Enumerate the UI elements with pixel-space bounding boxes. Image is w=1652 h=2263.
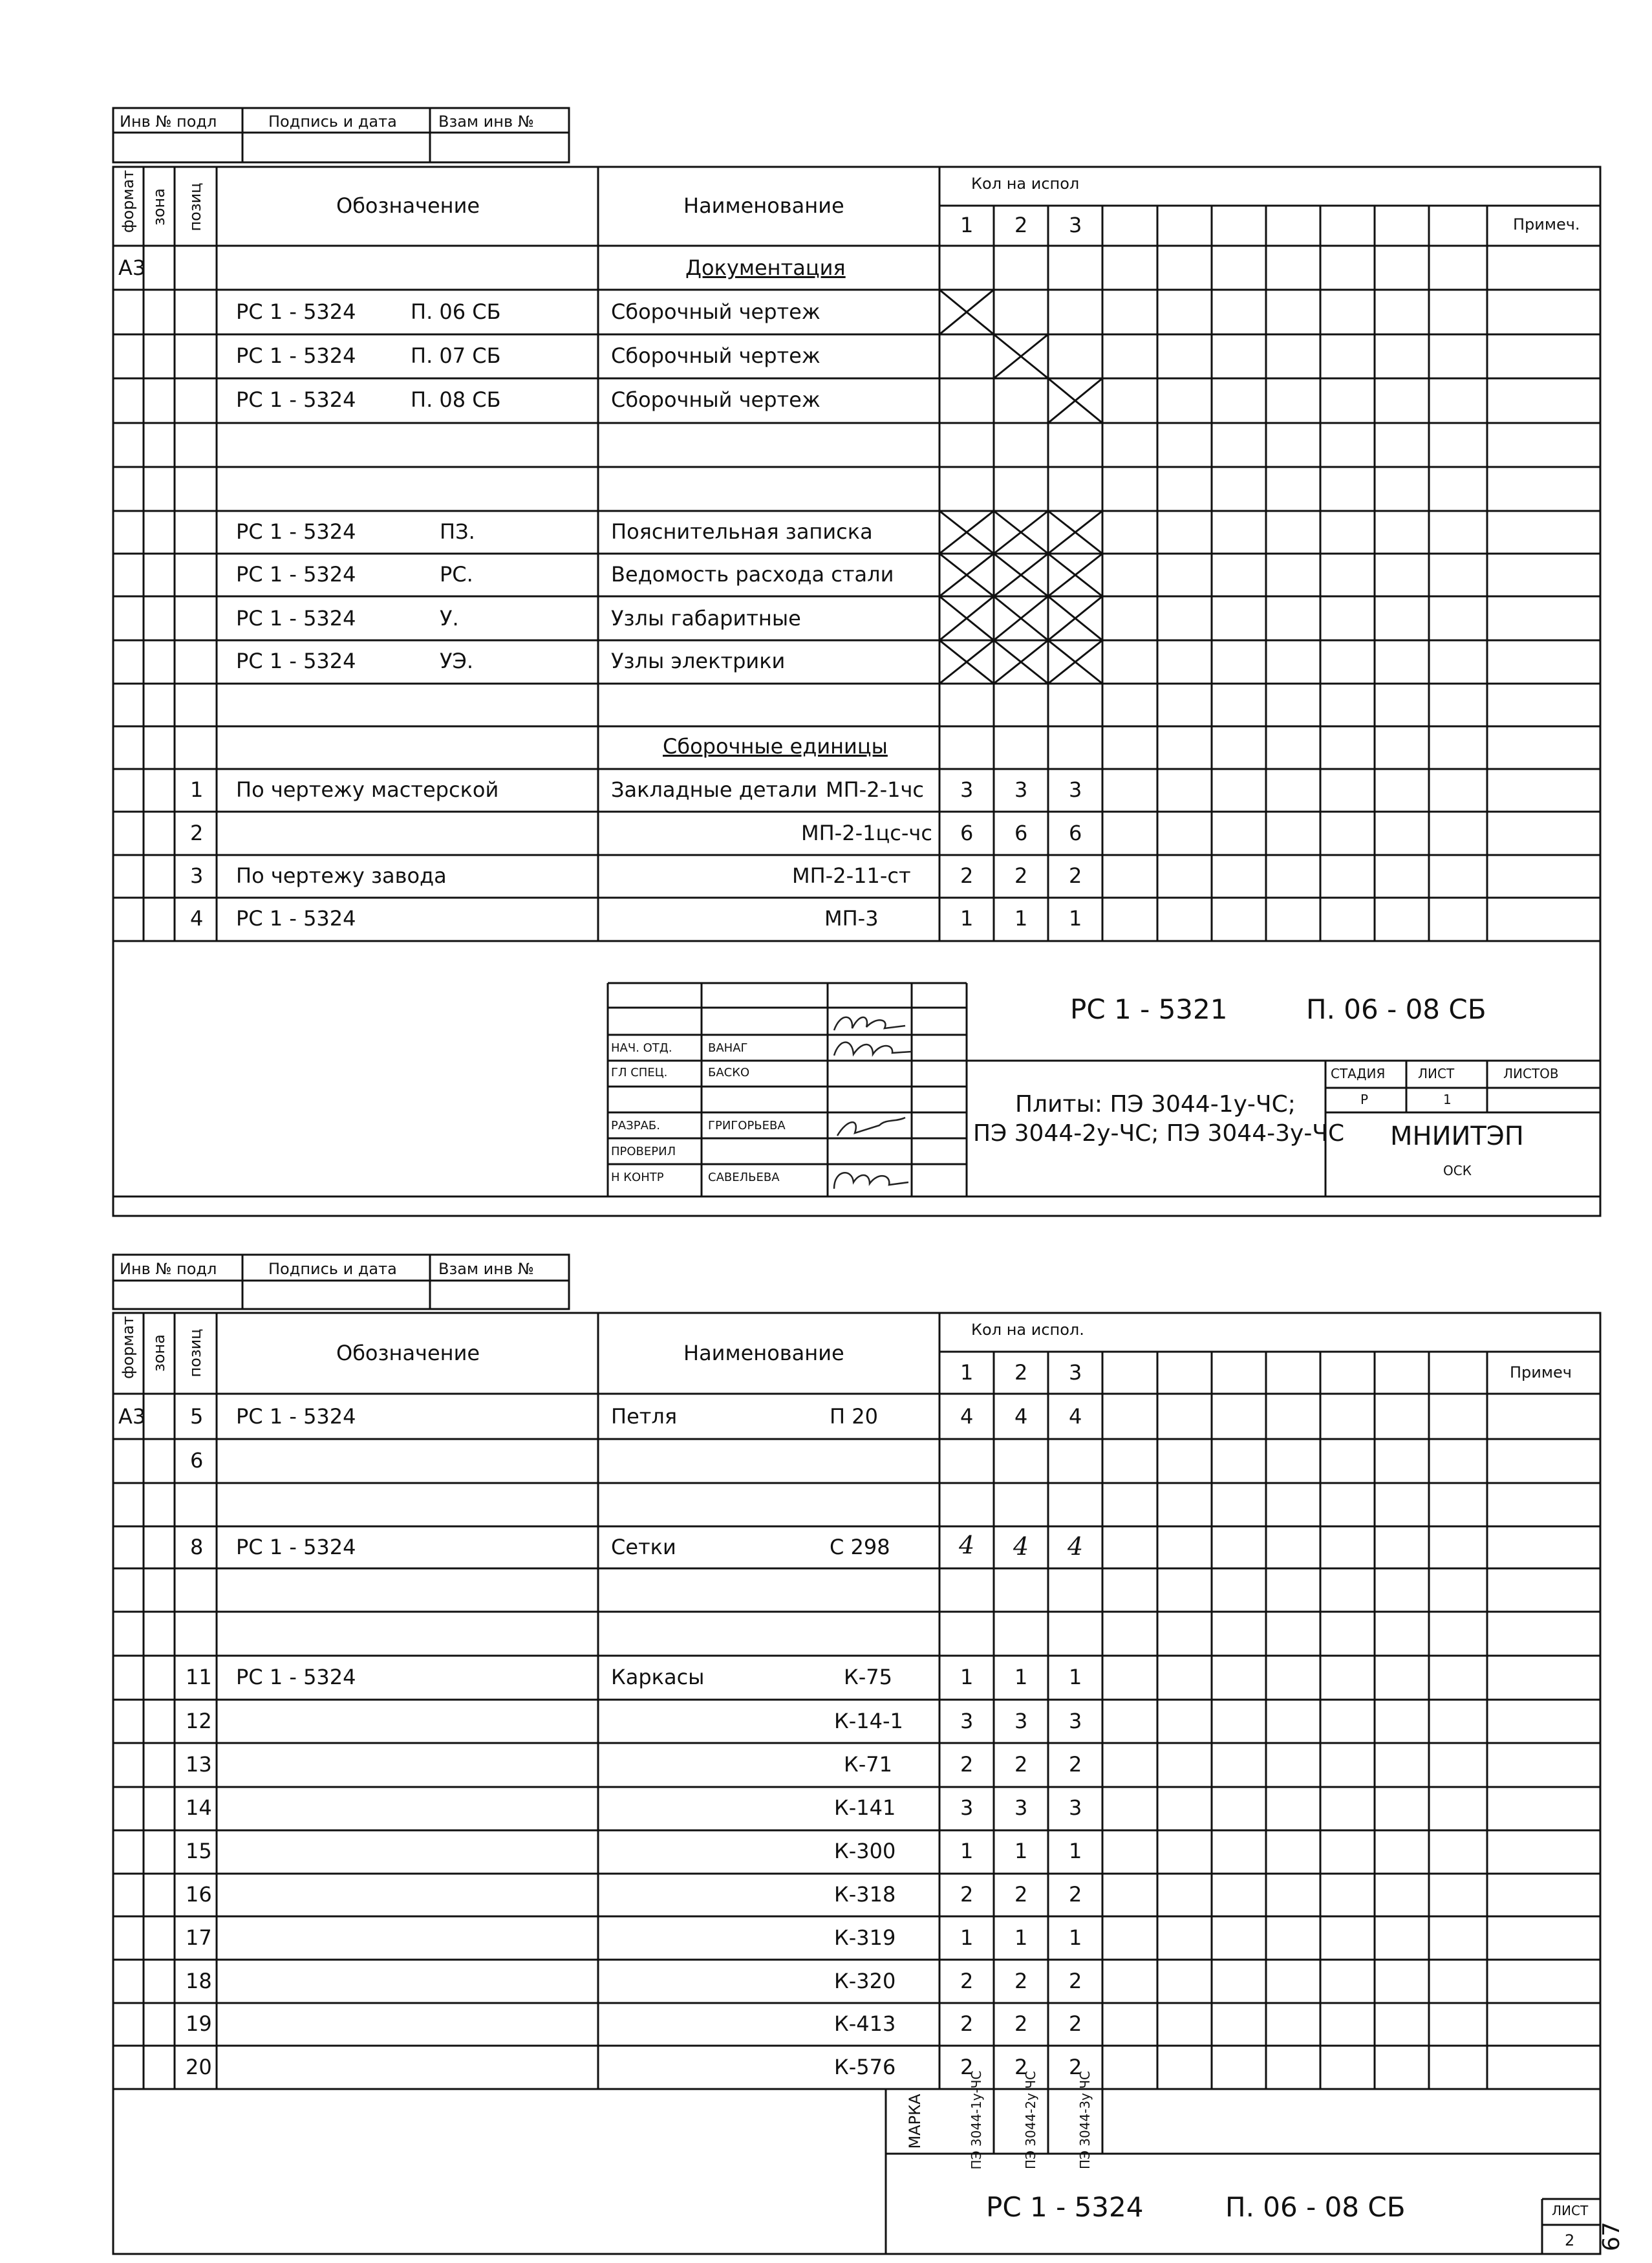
header-pozic: позиц [186,1328,204,1378]
row-code: По чертежу завода [236,863,447,888]
qty-3: 1 [1069,1665,1082,1689]
inv-podl-label: Инв № подл [120,113,217,131]
marka-label: МАРКА [906,2094,924,2149]
qty-2: 2 [1014,2011,1028,2036]
role-name: САВЕЛЬЕВА [708,1171,780,1184]
header-zona: зона [150,1334,168,1372]
org-name: МНИИТЭП [1390,1121,1524,1151]
row-name: Ведомость расхода стали [611,562,894,587]
role-label: ПРОВЕРИЛ [611,1145,676,1158]
qty-2: 6 [1014,821,1028,845]
row-name: Каркасы [611,1665,705,1689]
footer-list-number: 2 [1565,2231,1575,2249]
signatures [834,1017,912,1189]
qty-3: 3 [1069,1709,1082,1733]
qty-2: 3 [1014,1795,1028,1820]
row-pos: 19 [186,2011,212,2036]
row-suffix: У. [440,606,459,631]
header-format: формат [119,1316,137,1379]
row-mark: МП-3 [824,906,879,931]
inv-podl-label: Инв № подл [120,1260,217,1278]
qty-1: 2 [960,1882,974,1907]
qty-1: 1 [960,906,974,931]
qty-3: 3 [1069,1795,1082,1820]
listov-label: ЛИСТОВ [1503,1066,1559,1081]
qty-2: 1 [1014,906,1028,931]
row-name: Узлы электрики [611,649,786,673]
list-label: ЛИСТ [1418,1066,1455,1081]
row-mark: К-576 [834,2055,896,2079]
qty-2: 4 [1014,1404,1028,1429]
role-label: РАЗРАБ. [611,1119,660,1132]
row-suffix: УЭ. [440,649,474,673]
row-mark: К-319 [834,1925,896,1950]
role-label: ГЛ СПЕЦ. [611,1066,668,1079]
qty-2: 3 [1014,777,1028,802]
header-zona: зона [150,188,168,226]
vzam-inv-label: Взам инв № [438,1260,534,1278]
row-format: А3 [118,255,146,280]
header-format: формат [119,169,137,233]
qty-1: 3 [960,1709,974,1733]
vzam-inv-label: Взам инв № [438,113,534,131]
role-name: ВАНАГ [708,1041,748,1055]
header-col-3: 3 [1069,1360,1082,1385]
qty-1: 2 [960,1969,974,1993]
qty-3: 2 [1069,2055,1082,2079]
section-title-documentation: Документация [685,255,846,280]
qty-1: 2 [960,2055,974,2079]
role-label: НАЧ. ОТД. [611,1041,672,1055]
qty-1: 2 [960,863,974,888]
row-name: Сетки [611,1535,676,1559]
qty-1: 6 [960,821,974,845]
org-dept: ОСК [1443,1163,1472,1178]
row-name: Узлы габаритные [611,606,801,631]
row-mark: К-320 [834,1969,896,1993]
row-pos: 1 [190,777,204,802]
section-title-assembly-units: Сборочные единицы [663,734,888,759]
podpis-data-label: Подпись и дата [268,113,397,131]
stadia-value: Р [1360,1092,1369,1107]
row-name: Пояснительная записка [611,519,873,544]
row-pos: 14 [186,1795,212,1820]
row-mark: К-300 [834,1839,896,1863]
row-pos: 5 [190,1404,204,1429]
qty-2: 2 [1014,1969,1028,1993]
qty-2: 1 [1014,1925,1028,1950]
title-line-1: Плиты: ПЭ 3044-1у-ЧС; [1015,1091,1296,1118]
role-name: БАСКО [708,1066,750,1079]
marka-value-2: ПЭ 3044-2у ЧС [1023,2070,1038,2170]
qty-3: 1 [1069,906,1082,931]
row-pos: 8 [190,1535,204,1559]
qty-2: 2 [1014,2055,1028,2079]
row-pos: 20 [186,2055,212,2079]
qty-1: 1 [960,1839,974,1863]
title-doc-code: РС 1 - 5321 [1070,993,1228,1025]
row-name: Сборочный чертеж [611,343,821,368]
row-mark: МП-2-11-ст [792,863,911,888]
footer-list-label: ЛИСТ [1552,2203,1589,2218]
qty-1: 2 [960,1752,974,1777]
row-suffix: П. 06 СБ [411,299,501,324]
row-code: РС 1 - 5324 [236,387,356,412]
row-suffix: П. 07 СБ [411,343,501,368]
podpis-data-label: Подпись и дата [268,1260,397,1278]
row-code: РС 1 - 5324 [236,299,356,324]
header-col-3: 3 [1069,213,1082,237]
row-mark: К-75 [844,1665,892,1689]
qty-2: 2 [1014,863,1028,888]
qty-3: 3 [1069,777,1082,802]
title-doc-suffix: П. 06 - 08 СБ [1306,993,1486,1025]
qty-2: 1 [1014,1665,1028,1689]
qty-1: 2 [960,2011,974,2036]
row-suffix: РС. [440,562,473,587]
qty-3: 6 [1069,821,1082,845]
row-pos: 12 [186,1709,212,1733]
header-kol-na-ispol: Кол на испол. [971,1321,1084,1339]
row-mark: К-14-1 [834,1709,903,1733]
row-mark: МП-2-1чс [826,777,924,802]
header-col-2: 2 [1014,213,1028,237]
marka-value-1: ПЭ 3044-1у-ЧС [969,2070,984,2170]
row-name: Сборочный чертеж [611,299,821,324]
row-format: А3 [118,1404,146,1429]
qty-2: 3 [1014,1709,1028,1733]
row-code: РС 1 - 5324 [236,1404,356,1429]
qty-1: 4 [959,1531,975,1559]
qty-2: 2 [1014,1882,1028,1907]
row-name: Закладные детали [611,777,817,802]
row-pos: 2 [190,821,204,845]
row-code: РС 1 - 5324 [236,343,356,368]
row-pos: 4 [190,906,204,931]
header-pozic: позиц [186,182,204,232]
qty-1: 3 [960,777,974,802]
qty-2: 4 [1013,1532,1029,1561]
row-suffix: ПЗ. [440,519,475,544]
row-code: По чертежу мастерской [236,777,499,802]
header-primech: Примеч [1510,1363,1572,1381]
qty-3: 1 [1069,1925,1082,1950]
row-code: РС 1 - 5324 [236,606,356,631]
qty-3: 1 [1069,1839,1082,1863]
row-mark: К-71 [844,1752,892,1777]
row-code: РС 1 - 5324 [236,1535,356,1559]
header-col-1: 1 [960,1360,974,1385]
qty-3: 2 [1069,2011,1082,2036]
row-mark: С 298 [830,1535,890,1559]
margin-note: 67 [1598,2222,1625,2251]
row-pos: 18 [186,1969,212,1993]
header-oboznachenie: Обозначение [336,1341,480,1365]
row-code: РС 1 - 5324 [236,562,356,587]
title-line-2: ПЭ 3044-2у-ЧС; ПЭ 3044-3у-ЧС [973,1120,1345,1147]
header-primech: Примеч. [1513,215,1580,233]
row-mark: МП-2-1цс-чс [801,821,932,845]
row-mark: К-318 [834,1882,896,1907]
stadia-label: СТАДИЯ [1331,1066,1386,1081]
qty-2: 2 [1014,1752,1028,1777]
footer-doc-code: РС 1 - 5324 [986,2191,1144,2223]
qty-3: 2 [1069,1969,1082,1993]
qty-3: 2 [1069,863,1082,888]
qty-2: 1 [1014,1839,1028,1863]
list-value: 1 [1443,1092,1452,1107]
row-pos: 6 [190,1448,204,1473]
qty-1: 3 [960,1795,974,1820]
row-code: РС 1 - 5324 [236,649,356,673]
qty-1: 1 [960,1665,974,1689]
row-pos: 15 [186,1839,212,1863]
qty-3: 2 [1069,1882,1082,1907]
header-naimenovanie: Наименование [683,193,844,218]
qty-3: 4 [1069,1404,1082,1429]
qty-3: 2 [1069,1752,1082,1777]
qty-1: 4 [960,1404,974,1429]
row-mark: К-413 [834,2011,896,2036]
row-suffix: П. 08 СБ [411,387,501,412]
row-pos: 16 [186,1882,212,1907]
marka-value-3: ПЭ 3044-3у ЧС [1077,2070,1093,2170]
row-code: РС 1 - 5324 [236,906,356,931]
qty-1: 1 [960,1925,974,1950]
role-name: ГРИГОРЬЕВА [708,1119,786,1132]
header-oboznachenie: Обозначение [336,193,480,218]
qty-3: 4 [1067,1532,1084,1561]
row-pos: 3 [190,863,204,888]
row-pos: 17 [186,1925,212,1950]
row-mark: К-141 [834,1795,896,1820]
footer-doc-suffix: П. 06 - 08 СБ [1225,2191,1406,2223]
row-code: РС 1 - 5324 [236,1665,356,1689]
row-name: Сборочный чертеж [611,387,821,412]
row-pos: 13 [186,1752,212,1777]
header-col-1: 1 [960,213,974,237]
row-pos: 11 [186,1665,212,1689]
header-naimenovanie: Наименование [683,1341,844,1365]
header-kol-na-ispol: Кол на испол [971,175,1080,193]
row-mark: П 20 [830,1404,878,1429]
role-label: Н КОНТР [611,1171,664,1184]
header-col-2: 2 [1014,1360,1028,1385]
row-name: Петля [611,1404,678,1429]
row-code: РС 1 - 5324 [236,519,356,544]
